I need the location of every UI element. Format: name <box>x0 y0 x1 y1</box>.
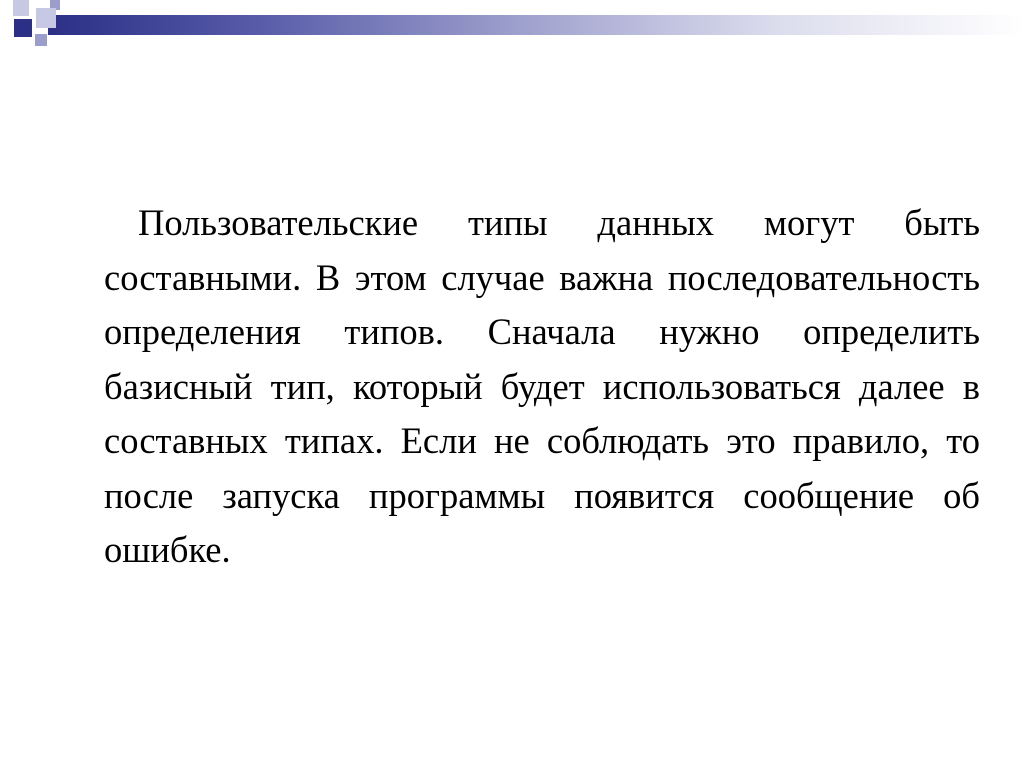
decor-square <box>35 34 47 46</box>
header-gradient-bar <box>48 15 1024 35</box>
decor-square <box>36 8 56 28</box>
decor-square <box>13 0 29 16</box>
decor-square <box>14 19 32 37</box>
slide-body-text: Пользовательские типы данных могут быть составными. В этом случае важна последовательность определения типов. Сначала нужно определить базисный тип, который будет использоваться далее в составных типах. Если не соблюдать это правило, то после запуска программы появится сообщение об ошибке. <box>104 202 980 570</box>
